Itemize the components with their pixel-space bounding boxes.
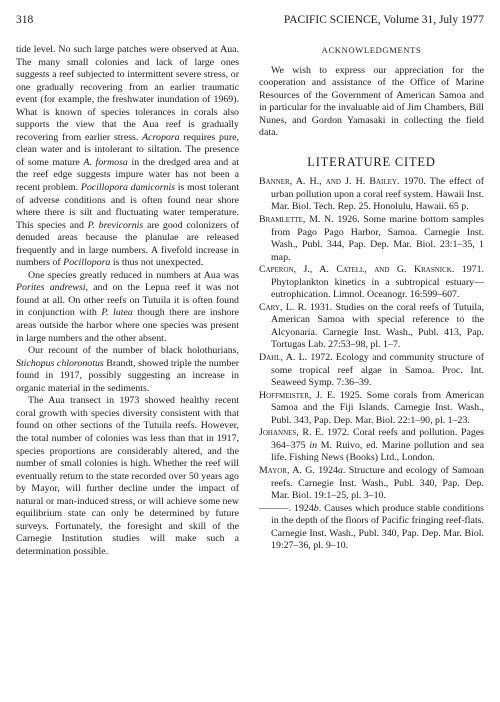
text-run: 1926. Some marine bottom samples from Pago Pago Harbor, Samoa. Carnegie Inst. Wash., Publ. 344, Pap. Dep. Mar. Biol. 23:1–35, 1 map. [271,214,484,263]
text-run: though there are inshore areas outside the harbor where one species was present in large numbers and the other absent. [16,307,240,344]
text-run: in the dredged area and at the reef edge suggests impure water has not been a recent problem. [16,156,239,194]
reference-entry [259,465,484,503]
body-paragraph [16,395,239,558]
text-run: is most tolerant of adverse conditions and is often found near shore where there is silt and fluctuating water temperature. This species and [16,182,240,231]
journal-title: PACIFIC SCIENCE, Volume 31, July 1977 [283,14,484,26]
reference-entry [259,214,484,264]
acknowledgments-text: We wish to express our appreciation for the cooperation and assistance of the Office of Marine Resources of the Government of American Samoa and in particular for the invaluable aid of Jim Chambers, Bill Nunes, and Gordon Yamasaki in collecting the field data. [259,64,484,139]
author-names: Mayor, A. G. [259,464,315,476]
text-run: One species greatly reduced in numbers at Aua was [28,269,239,281]
italic-text: a [337,464,343,476]
reference-list [259,176,484,552]
text-run: 1925. Some corals from American Samoa and the Fiji Islands. Carnegie Inst. Wash., Publ. 343, Pap. Dep. Mar. Biol. 22:1–90, pl. 1–23. [271,389,485,426]
reference-entry [259,352,484,390]
author-names: Bramlette, M. N. [259,214,334,226]
italic-text: b [313,502,319,514]
right-column [259,44,484,553]
page-number: 318 [16,14,34,26]
italic-text: Acropora [142,131,180,143]
running-header [16,12,484,28]
body-paragraph [16,345,239,395]
text-run: 1972. Coral reefs and pollution. Pages 364–375 [271,427,484,451]
author-names: Hoffmeister, J. E. [259,389,336,401]
reference-entry [259,176,484,214]
author-names: Dahl, A. L. [259,352,308,364]
text-run: Brandt, showed triple the number found in 1917, possibly suggesting an increase in organic material in the sediments. [16,357,239,394]
text-run: . 1970. The effect of urban pollution upon a coral reef system. Hawaii Inst. Mar. Biol. Tech. Rep. 25. Honolulu, Hawaii. 65 p. [271,176,484,213]
author-names: Caperon, J., A. Catell, and G. Krasnick [259,264,452,276]
text-run: The Aua transect in 1973 showed healthy recent coral growth with species diversity consistent with that found on other sections of the Tutuila reefs. However, the total number of colonies was less than that in 1917, species proportions are considerably altered, and the number of small colonies is high. Whether the reef will eventually return to the state recorded over 50 years ago by Mayor, will further decline under the impact of natural or man-induced stress, or will achieve some new equilibrium state can only be determined by future surveys. Fortunately, the foresight and skill of the Carnegie Institution studies will make such a determination possible. [16,395,239,557]
text-run: 1924 [314,464,338,476]
text-run: is thus not unexpected. [110,257,204,269]
text-run: , and on the Lepua reef it was not found at all. On other reefs on Tutuila it is often found in conjunction with [16,282,239,319]
left-column [16,44,239,558]
italic-text: Pocillopora damicornis [80,182,176,194]
literature-cited-heading: LITERATURE CITED [307,154,436,169]
author-names: Cary, L. R. [259,301,307,313]
italic-text: Porites andrewsi [16,282,86,294]
italic-text: Stichopus chloronotus [16,357,104,369]
reference-entry [259,390,484,428]
italic-text: P. brevicornis [87,219,144,231]
text-run: 1972. Ecology and community structure of some tropical reef algae in Samoa. Proc. Int. Seaweed Symp. 7:36–39. [271,352,484,389]
body-paragraph [16,44,239,270]
reference-entry [259,427,484,465]
italic-text: Pocillopora [63,257,111,269]
reference-entry [259,302,484,352]
text-run: requires pure, clean water and is intolerant to siltation. The presence of some mature [16,131,239,168]
reference-entry [259,264,484,302]
italic-text: in [309,439,318,451]
italic-text: A. formosa [83,156,128,168]
text-run: . Causes which produce stable conditions in the depth of the floors of Pacific fringing reef-flats. Carnegie Inst. Wash., Publ. 340, Pap. Dep. Mar. Biol. 19:27–36, pl. 9–10. [271,502,485,552]
reference-entry [259,503,484,553]
text-run: ———. 1924 [259,502,314,514]
text-run: are good colonizers of denuded areas because the planulae are released frequently and in large numbers. A fivefold increase in numbers of [16,219,239,269]
text-run: . Structure and ecology of Samoan reefs. Carnegie Inst. Wash., Publ. 340, Pap. Dep. Mar. Biol. 19:1–25, pl. 3–10. [271,464,484,502]
body-paragraph [16,270,239,345]
acknowledgments-heading: ACKNOWLEDGMENTS [321,45,422,55]
author-names: Johannes, R. E. [259,427,324,439]
text-run: M. Ruivo, ed. Marine pollution and sea life. Fishing News (Books) Ltd., London. [271,439,485,464]
italic-text: P. lutea [101,307,133,319]
text-run: tide level. No such large patches were observed at Aua. The many small colonies and lack of large ones suggests a reef subjected to intermittent severe stress, or one gradually recovering from an earlier traumatic event (for example, the freshwater inundation of 1969). What is known of species tolerances in corals also supports the view that the Aua reef is gradually recovering from earlier stress. [16,44,239,143]
author-names: Banner, A. H., and J. H. Bailey [259,176,397,188]
text-run: 1931. Studies on the coral reefs of Tutuila, American Samoa with special reference to the Alcyonaria. Carnegie Inst. Wash., Publ. 413, Pap. Tortugas Lab. 27:53–98, pl. 1–7. [271,301,484,351]
text-run: Our recount of the number of black holothurians, [28,345,239,357]
text-run: . 1971. Phytoplankton kinetics in a subtropical estuary—eutrophication. Limnol. Oceanogr. 16:599–607. [271,264,484,301]
